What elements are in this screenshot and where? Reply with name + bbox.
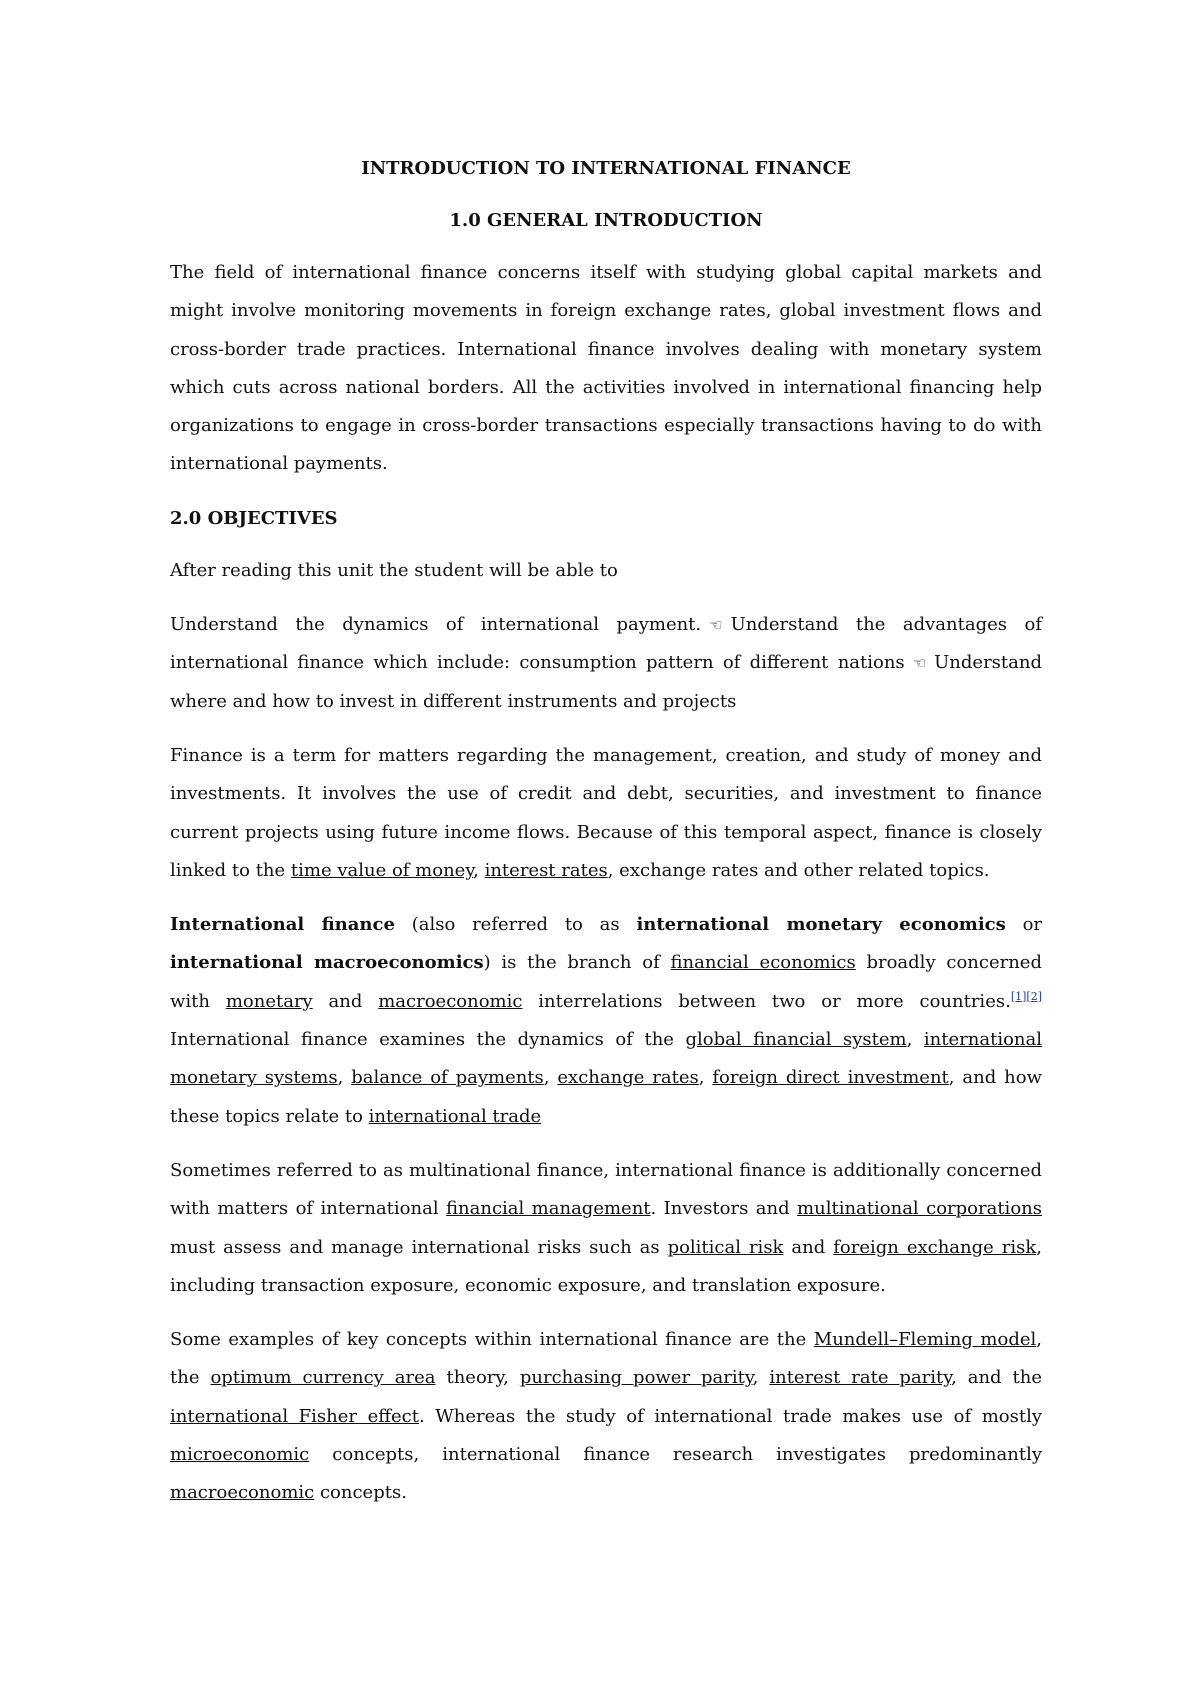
link-macroeconomic-concepts[interactable]: macroeconomic (170, 1482, 315, 1504)
link-exchange-rates[interactable]: exchange rates (557, 1067, 699, 1089)
text: . Investors and (650, 1198, 798, 1220)
link-financial-economics[interactable]: financial economics (670, 952, 856, 974)
document-title: INTRODUCTION TO INTERNATIONAL FINANCE (361, 158, 851, 179)
link-international-monetary-systems[interactable]: international monetary systems (170, 1029, 1042, 1089)
reference-2[interactable]: [2] (1026, 989, 1042, 1003)
link-time-value-of-money[interactable]: time value of money (290, 859, 474, 881)
link-monetary[interactable]: monetary (225, 990, 313, 1012)
paragraph-multinational-finance (170, 1152, 1042, 1305)
objective-2: Understand the advantages of international finance which include: consumption pattern of different nations (170, 614, 1042, 674)
link-microeconomic[interactable]: microeconomic (170, 1444, 310, 1466)
section-heading-general-introduction: 1.0 GENERAL INTRODUCTION (449, 210, 763, 231)
bold-term: international macroeconomics (170, 952, 484, 974)
objective-3: Understand where and how to invest in different instruments and projects (170, 652, 1042, 712)
text: Some examples of key concepts within international finance are the (170, 1329, 814, 1351)
link-balance-of-payments[interactable]: balance of payments (351, 1067, 544, 1089)
link-macroeconomic[interactable]: macroeconomic (378, 990, 523, 1012)
reference-1[interactable]: [1] (1010, 989, 1027, 1003)
text: interrelations between two or more countries. (522, 990, 1011, 1012)
paragraph-international-finance (170, 906, 1042, 1136)
hand-pointer-icon: ☜ (912, 654, 927, 673)
text: , (752, 1367, 770, 1389)
text: or (1005, 914, 1043, 936)
text: concepts, international finance research investigates predominantly (309, 1444, 1042, 1466)
text: , (906, 1029, 924, 1051)
text: and (312, 990, 379, 1012)
text: (also referred to as (394, 914, 637, 936)
paragraph-finance-definition (170, 737, 1042, 890)
link-interest-rate-parity[interactable]: interest rate parity (769, 1367, 952, 1389)
text: , and how these topics relate to (170, 1067, 1042, 1127)
text: , (543, 1067, 558, 1089)
paragraph-general-introduction: The field of international finance concerns itself with studying global capital markets and might involve monitoring movements in foreign exchange rates, global investment flows and cross-border trade practices. International finance involves dealing with monetary system which cuts across national borders. All the activities involved in international financing help organizations to engage in cross-border transactions especially transactions having to do with international payments. (170, 262, 1042, 475)
link-purchasing-power-parity[interactable]: purchasing power parity (519, 1367, 753, 1389)
hand-pointer-icon: ☜ (709, 616, 723, 635)
link-interest-rates[interactable]: interest rates (484, 859, 608, 881)
link-foreign-exchange-risk[interactable]: foreign exchange risk (833, 1236, 1037, 1258)
objectives-list (170, 606, 1042, 721)
objectives-intro: After reading this unit the student will be able to (170, 559, 618, 581)
link-optimum-currency-area[interactable]: optimum currency area (210, 1367, 436, 1389)
link-multinational-corporations[interactable]: multinational corporations (797, 1198, 1042, 1220)
paragraph-key-concepts (170, 1321, 1042, 1512)
text: concepts. (314, 1482, 407, 1504)
link-mundell-fleming-model[interactable]: Mundell–Fleming model (813, 1329, 1037, 1351)
text: Sometimes referred to as multinational finance, international finance is additionally concerned with matters of international (170, 1159, 1042, 1220)
link-international-trade[interactable]: international trade (368, 1105, 542, 1127)
document-page (170, 150, 1042, 1529)
text: , (337, 1067, 352, 1089)
link-political-risk[interactable]: political risk (667, 1236, 784, 1258)
text: must assess and manage international risks such as (170, 1236, 668, 1258)
text: . Whereas the study of international trade makes use of mostly (419, 1405, 1042, 1427)
text: and (783, 1236, 834, 1258)
text: , including transaction exposure, economic exposure, and translation exposure. (170, 1236, 1042, 1296)
bold-term: International finance (170, 914, 395, 936)
link-global-financial-system[interactable]: global financial system (685, 1029, 907, 1051)
text: Finance is a term for matters regarding the management, creation, and study of money and investments. It involves the use of credit and debt, securities, and investment to finance current projects using future income flows. Because of this temporal aspect, finance is closely linked to the (170, 744, 1042, 881)
text: , the (170, 1329, 1042, 1389)
bold-term: international monetary economics (636, 914, 1006, 936)
text: ) is the branch of (483, 952, 671, 974)
text: International finance examines the dynamics of the (170, 1029, 686, 1051)
text: , and the (951, 1367, 1043, 1389)
text: broadly concerned with (170, 952, 1042, 1012)
text: , (473, 859, 485, 881)
objective-1: Understand the dynamics of international payment. (170, 614, 702, 636)
link-international-fisher-effect[interactable]: international Fisher effect (170, 1405, 419, 1427)
section-heading-objectives: 2.0 OBJECTIVES (170, 507, 338, 529)
text: , (698, 1067, 713, 1089)
link-financial-management[interactable]: financial management (446, 1198, 651, 1220)
link-foreign-direct-investment[interactable]: foreign direct investment (712, 1067, 949, 1089)
text: , exchange rates and other related topics. (607, 859, 990, 881)
text: theory, (435, 1367, 520, 1389)
